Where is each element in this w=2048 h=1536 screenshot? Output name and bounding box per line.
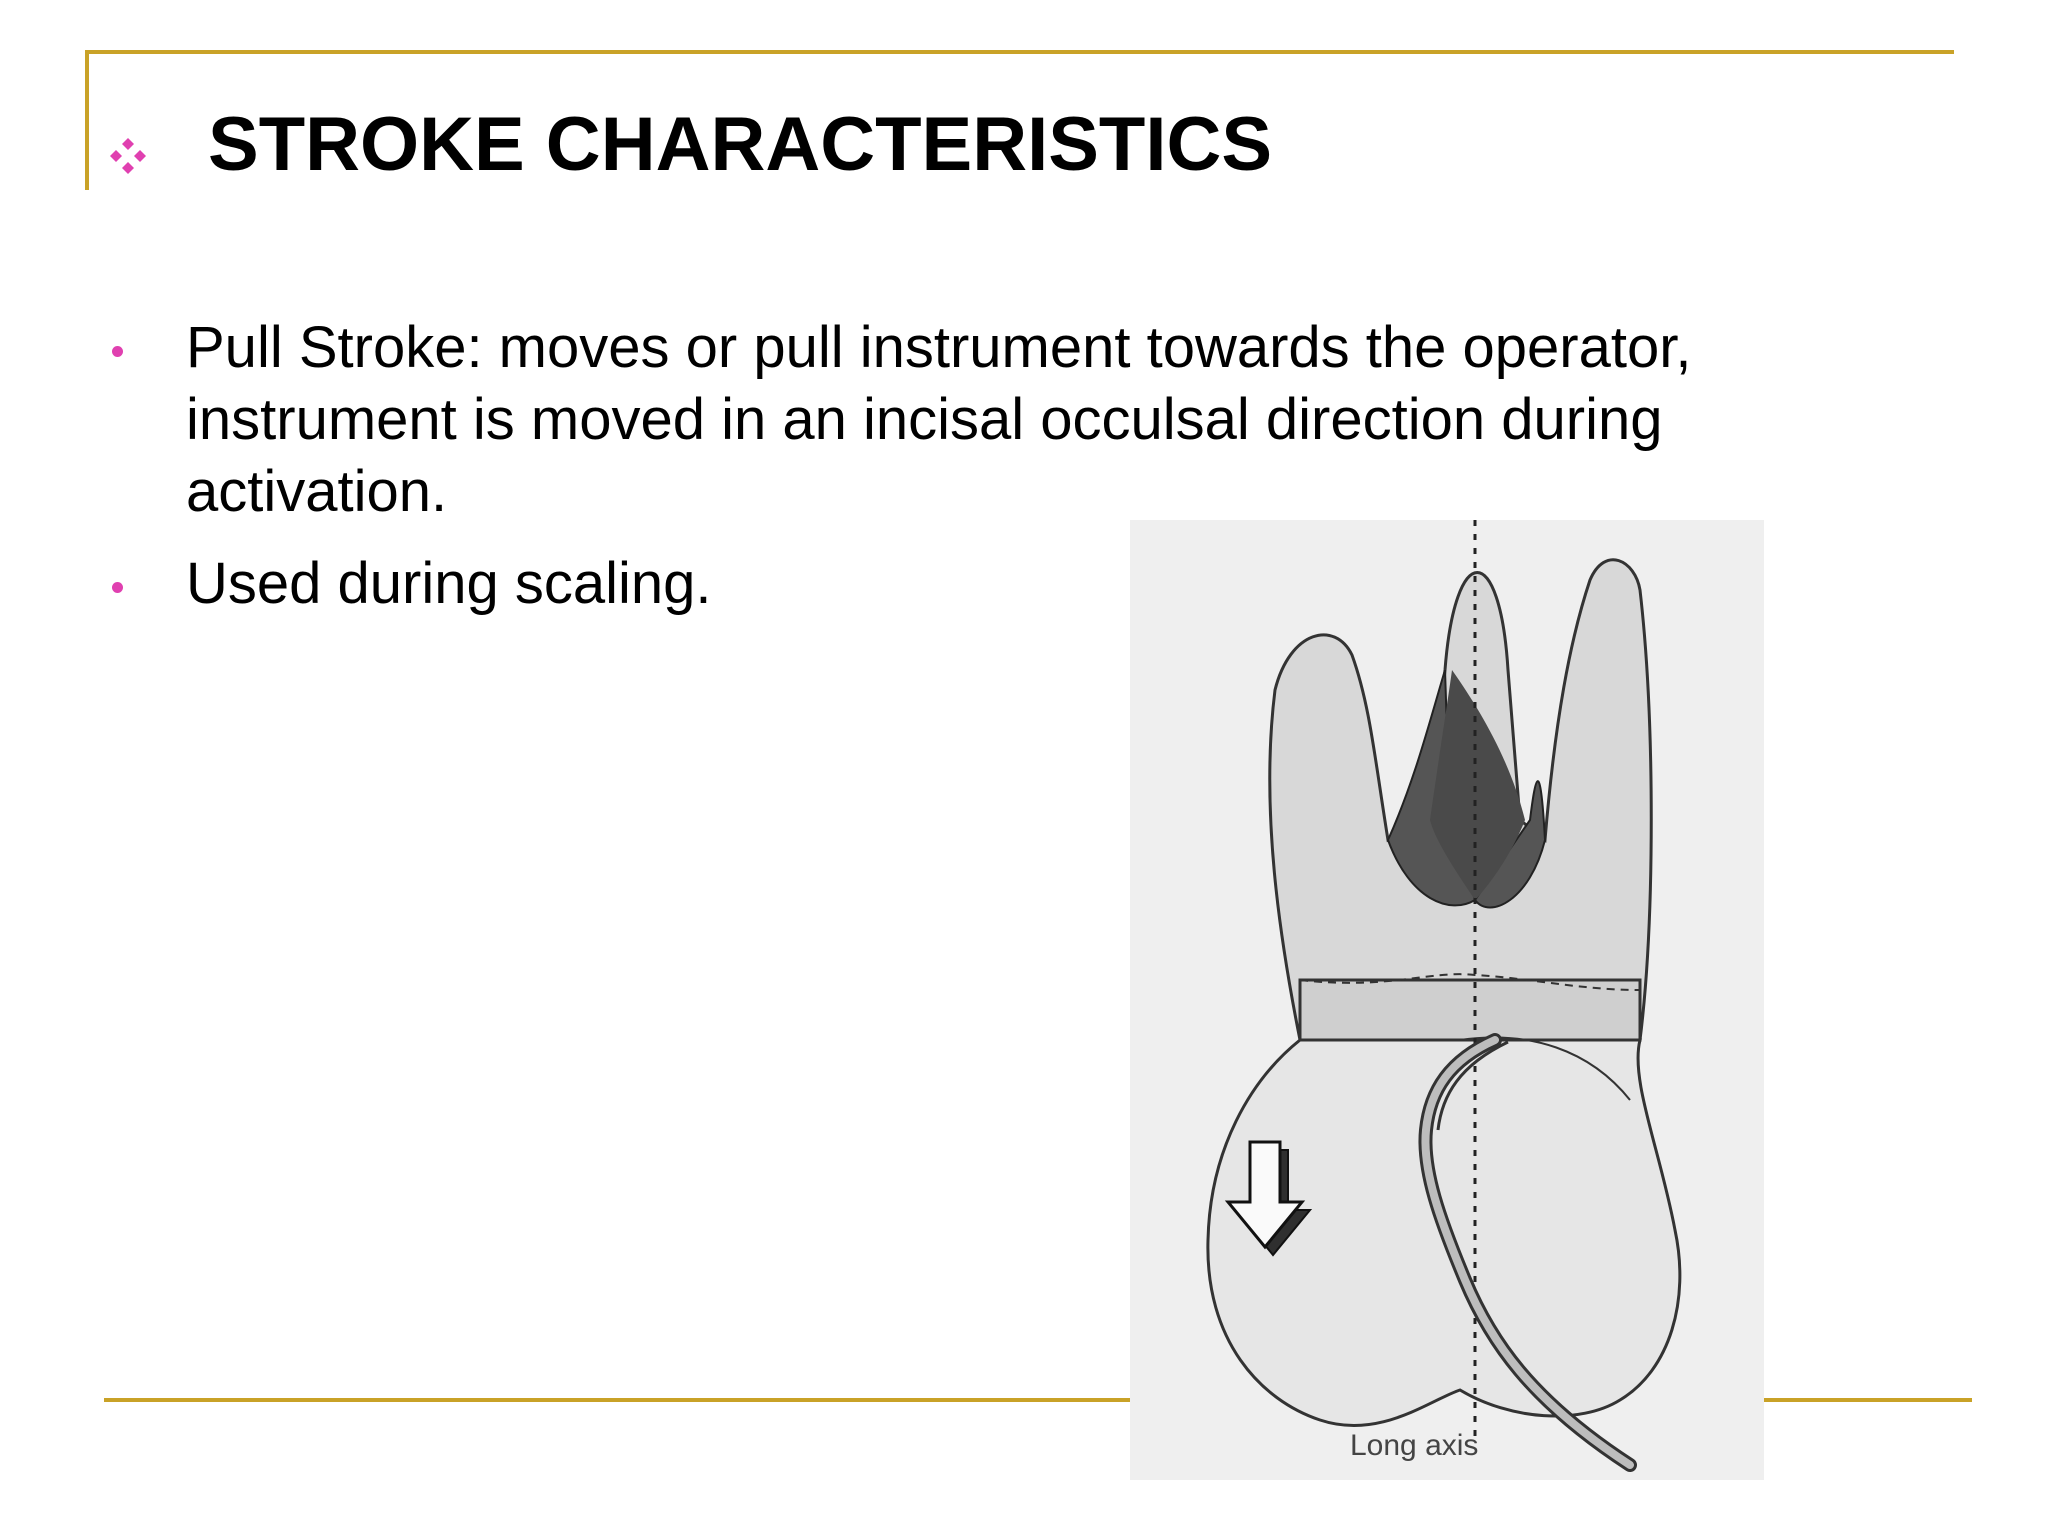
top-accent-line [85, 50, 1954, 54]
footer-accent-line-right [1764, 1398, 1972, 1402]
bullet-text: Used during scaling. [186, 551, 712, 616]
tooth-illustration [1130, 520, 1764, 1480]
cervical-band [1300, 980, 1640, 1040]
dot-bullet-icon [112, 346, 123, 357]
dot-bullet-icon [112, 582, 123, 593]
four-diamond-icon [108, 136, 148, 176]
tooth-drawing [1130, 520, 1764, 1480]
left-accent-line [85, 50, 89, 190]
bullet-text: Pull Stroke: moves or pull instrument towards the operator, instrument is moved in an incisal occulsal direction during activation. [186, 315, 1692, 524]
long-axis-label: Long axis [1350, 1429, 1479, 1462]
bullet-item [104, 312, 1864, 528]
footer-accent-line-left [104, 1398, 1134, 1402]
slide-title: STROKE CHARACTERISTICS [208, 102, 1273, 187]
